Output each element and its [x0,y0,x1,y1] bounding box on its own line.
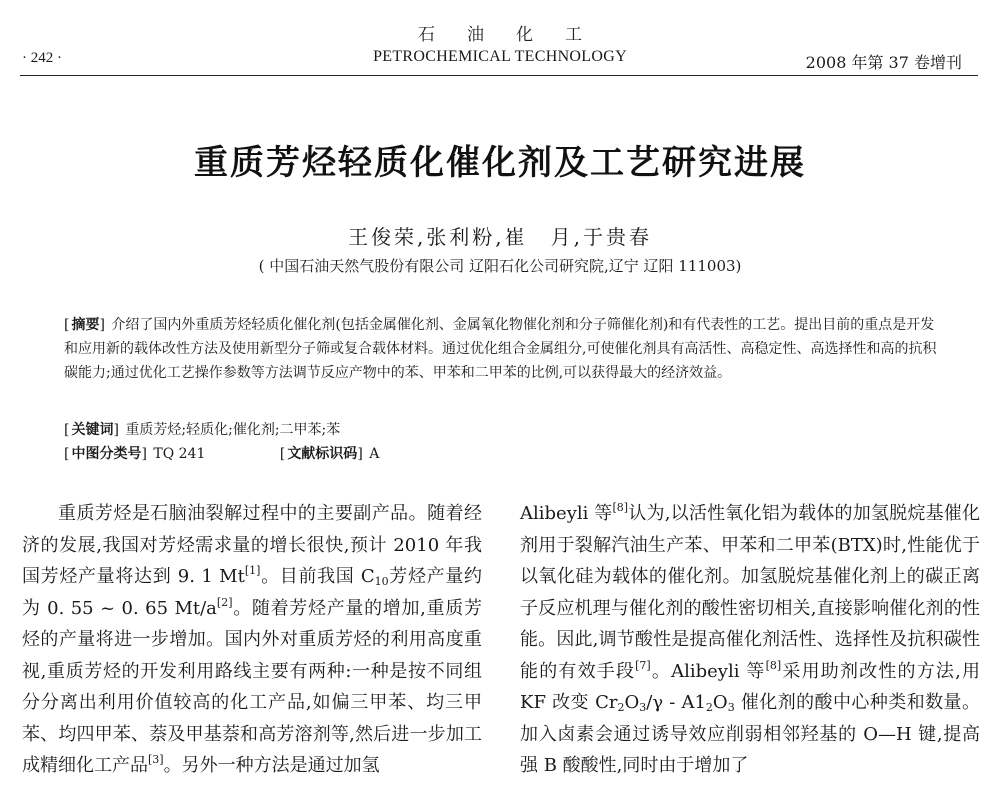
journal-name-en: PETROCHEMICAL TECHNOLOGY [373,48,627,65]
doc-code-label: 文献标识码 [287,446,358,462]
abstract: [ 摘要] 介绍了国内外重质芳烃轻质化催化剂(包括金属催化剂、金属氧化物催化剂和分子筛催化剂)和有代表性的工艺。提出目前的重点是开发和应用新的载体改性方法及使用新型分子筛或复合载体材料。通过优化组合金属组分,可使催化剂具有高活性、高稳定性、高选择性和高的抗积碳能力;通过优化工艺操作参数等方法调节反应产物中的苯、甲苯和二甲苯的比例,可以获得最大的经济效益。 [64,317,937,381]
article-title: 重质芳烃轻质化催化剂及工艺研究进展 [194,143,806,183]
classification: [ 中图分类号] TQ 241 [ 文献标识码] A [64,446,380,462]
doc-code: A [369,446,380,462]
issue-info: 2008 年第 37 卷增刊 [805,53,962,72]
clc-code: TQ 241 [153,446,206,462]
affiliation: ( 中国石油天然气股份有限公司 辽阳石化公司研究院,辽宁 辽阳 111003) [258,257,742,275]
body-paragraph: Alibeyli 等[8]认为,以活性氧化铝为载体的加氢脱烷基催化剂用于裂解汽油生产苯、甲苯和二甲苯(BTX)时,性能优于以氧化硅为载体的催化剂。加氢脱烷基催化剂上的碳正离子反应机理与催化剂的酸性密切相关,直接影响催化剂的性能。因此,调节酸性是提高催化剂活性、选择性及抗积碳性能的有效手段[7]。Alibeyli 等[8]采用助剂改性的方法,用 KF 改变 $Cr_2O_3/\gamma - A1_2O_3$ 催化剂的酸中心种类和数量。加入卤素会通过诱导效应削弱相邻羟基的 O—H 键,提高强 B 酸酸性,同时由于增加了 [520,501,980,776]
author-list: 王俊荣,张利粉,崔 月,于贵春 [347,225,653,249]
keywords-label: 关键词 [71,422,114,438]
header-rule [20,75,978,76]
page-number: · 242 · [22,50,62,66]
citation: [8] [612,501,629,514]
body-column-right [520,498,980,782]
abstract-label: 摘要 [71,317,100,333]
clc-label: 中图分类号 [71,446,142,462]
abstract-text: 介绍了国内外重质芳烃轻质化催化剂(包括金属催化剂、金属氧化物催化剂和分子筛催化剂)和有代表性的工艺。提出目前的重点是开发和应用新的载体改性方法及使用新型分子筛或复合载体材料。通过优化组合金属组分,可使催化剂具有高活性、高稳定性、高选择性和高的抗积碳能力;通过优化工艺操作参数等方法调节反应产物中的苯、甲苯和二甲苯的比例,可以获得最大的经济效益。 [64,317,937,381]
citation: [2] [216,595,233,609]
citation: [8] [765,658,782,672]
body-column-left [22,498,482,782]
citation: [7] [635,658,651,672]
keywords: [ 关键词] 重质芳烃;轻质化;催化剂;二甲苯;苯 [64,422,341,438]
journal-name-cn: 石油化工 [418,25,614,45]
keywords-text: 重质芳烃;轻质化;催化剂;二甲苯;苯 [125,422,341,438]
citation: [1] [244,564,261,577]
body-paragraph: 重质芳烃是石脑油裂解过程中的主要副产品。随着经济的发展,我国对芳烃需求量的增长很快,预计 2010 年我国芳烃产量将达到 9. 1 Mt[1]。目前我国 $C_{10}$芳烃产量约为 0. 55 ~ 0. 65 Mt/a[2]。随着芳烃产量的增加,重质芳烃的产量将进一步增加。国内外对重质芳烃的利用高度重视,重质芳烃的开发利用路线主要有两种:一种是按不同组分分离出利用价值较高的化工产品,如偏三甲苯、均三甲苯、均四甲苯、萘及甲基萘和高芳溶剂等,然后进一步加工成精细化工产品[3]。另外一种方法是通过加氢 [22,503,482,776]
citation: [3] [148,753,164,766]
